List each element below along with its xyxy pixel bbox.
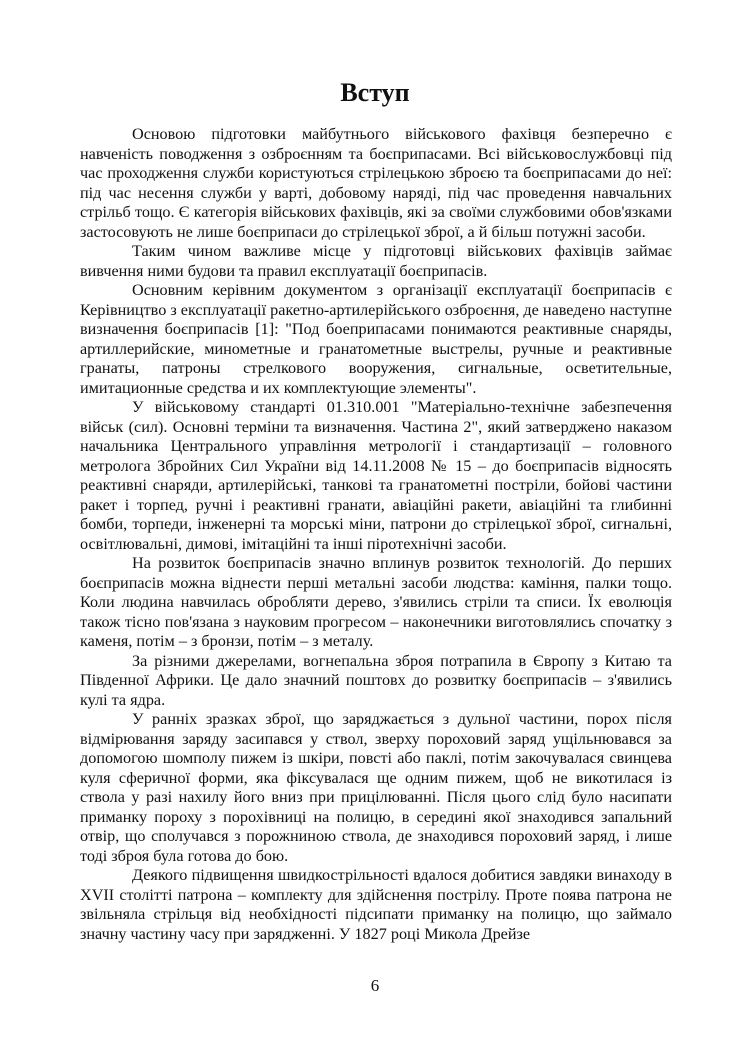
paragraph: У ранніх зразках зброї, що заряджається з дульної частини, порох після відмірювання заряду засипався у ствол, зверху пороховий заряд ущільнювався за допомогою шомполу пижем із шкіри, повсті або паклі, потім закочувалася свинцева куля сферичної форми, яка фіксувалася ще одним пижем, щоб не викотилася із ствола у разі нахилу його вниз при прицілюванні. Після цього слід було насипати приманку пороху з порохівниці на полицю, в середині якої знаходився запальний отвір, що сполучався з порожниною ствола, де знаходився пороховий заряд, і лише тоді зброя була готова до бою.: [80, 710, 672, 865]
paragraph: Таким чином важливе місце у підготовці військових фахівців займає вивчення ними будови та правил експлуатації боєприпасів.: [80, 242, 672, 280]
page-number: 6: [370, 976, 380, 995]
paragraph: Основним керівним документом з організації експлуатації боєприпасів є Керівництво з експлуатації ракетно-артилерійського озброєння, де наведено наступне визначення боєприпасів [1]: "Под боеприпасами понимаются реактивные снаряды, артиллерийские, минометные и гранатометные выстрелы, ручные и реактивные гранаты, патроны стрелкового вооружения, сигнальные, осветительные, имитационные средства и их комплектующие элементы".: [80, 281, 672, 397]
paragraph: На розвиток боєприпасів значно вплинув розвиток технологій. До перших боєприпасів можна віднести перші метальні засоби людства: каміння, палки тощо. Коли людина навчилась обробляти дерево, з'явились стріли та списи. Їх еволюція також тісно пов'язана з науковим прогресом – наконечники виготовлялись спочатку з каменя, потім – з бронзи, потім – з металу.: [80, 554, 672, 650]
paragraph: У військовому стандарті 01.310.001 "Матеріально-технічне забезпечення військ (сил). Основні терміни та визначення. Частина 2", який затверджено наказом начальника Центрального управління метрології і стандартизації – головного метролога Збройних Сил України від 14.11.2008 № 15 – до боєприпасів відносять реактивні снаряди, артилерійські, танкові та гранатометні постріли, бойові частини ракет і торпед, ручні і реактивні гранати, авіаційні ракети, авіаційні та глибинні бомби, торпеди, інженерні та морські міни, патрони до стрілецької зброї, сигнальні, освітлювальні, димові, імітаційні та інші піротехнічні засоби.: [80, 398, 672, 553]
paragraph: За різними джерелами, вогнепальна зброя потрапила в Європу з Китаю та Південної Африки. Це дало значний поштовх до розвитку боєприпасів – з'явились кулі та ядра.: [80, 651, 672, 709]
body-text: [80, 125, 672, 944]
paragraph: Основою підготовки майбутнього військового фахівця безперечно є навченість поводження з озброєнням та боєприпасами. Всі військовослужбовці під час проходження служби користуються стрілецькою зброєю та боєприпасами до неї: під час несення служби у варті, добовому наряді, під час проведення навчальних стрільб тощо. Є категорія військових фахівців, які за своїми службовими обов'язками застосовують не лише боєприпаси до стрілецької зброї, а й більш потужні засоби.: [80, 125, 672, 241]
paragraph: Деякого підвищення швидкострільності вдалося добитися завдяки винаходу в XVII столітті патрона – комплекту для здійснення пострілу. Проте поява патрона не звільняла стрільця від необхідності підсипати приманку на полицю, що займало значну частину часу при зарядженні. У 1827 році Микола Дрейзе: [80, 866, 672, 943]
page-title: Вступ: [340, 78, 410, 107]
